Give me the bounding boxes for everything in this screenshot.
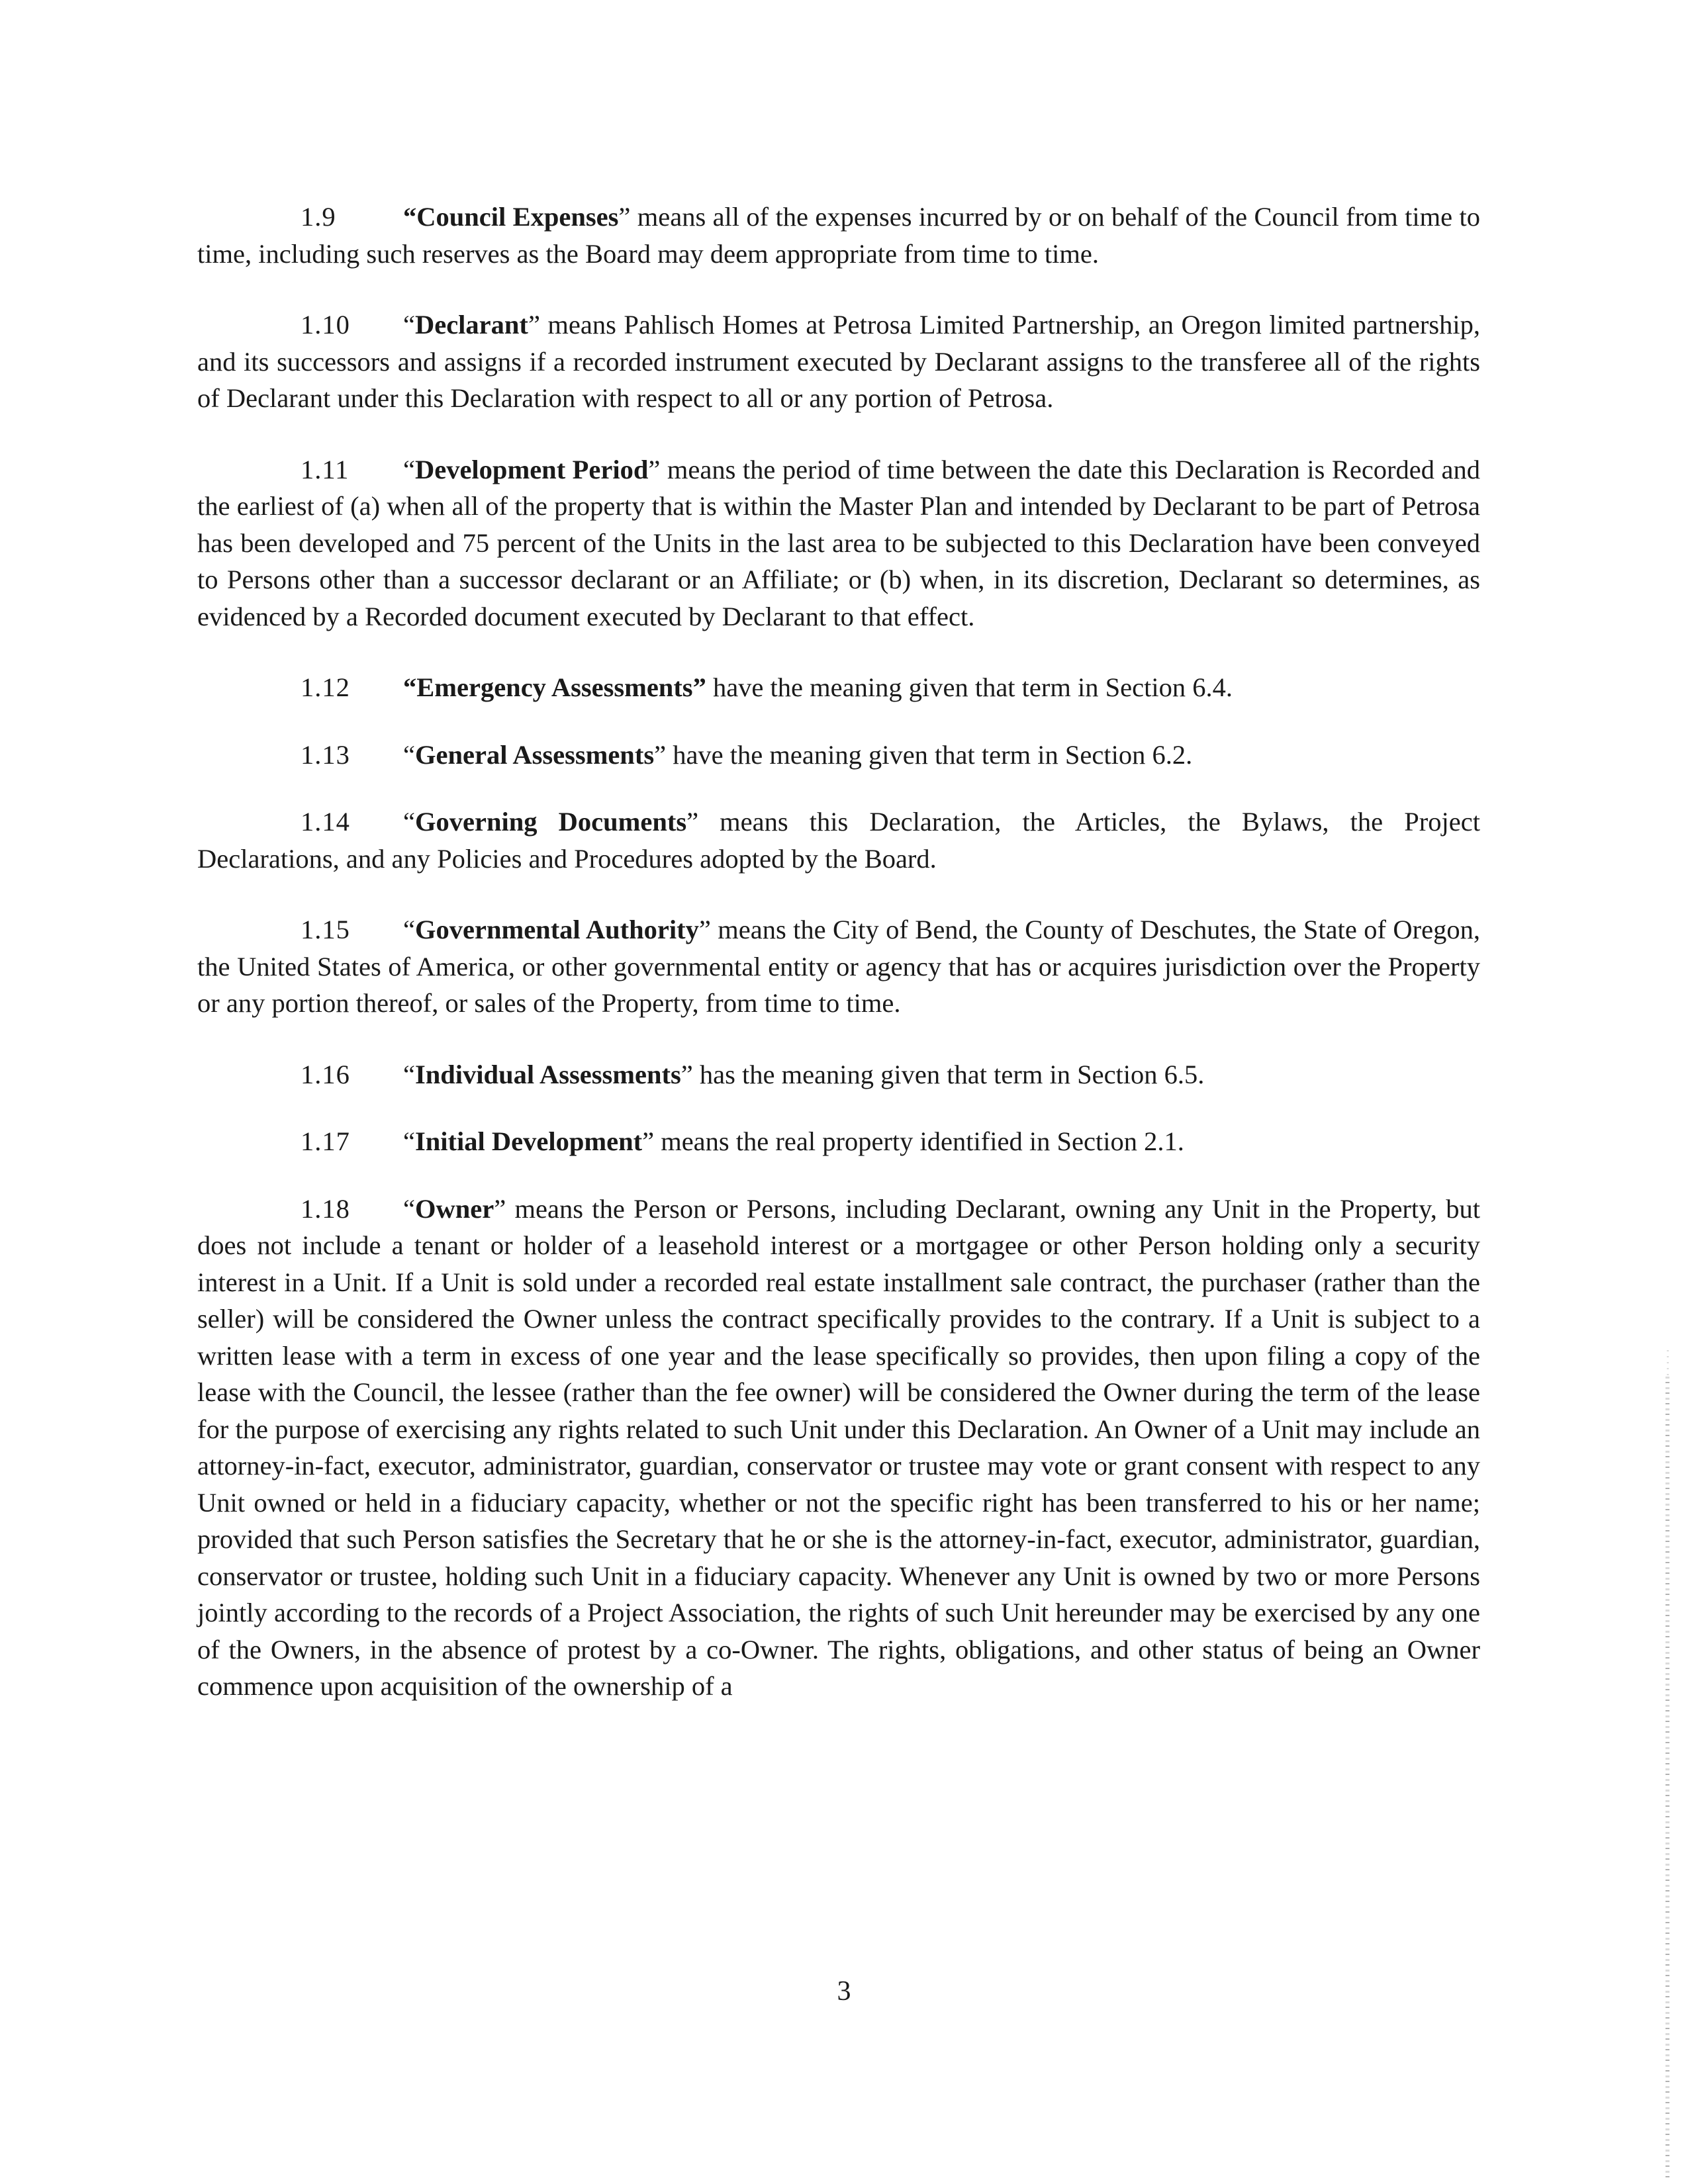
definition-text: have the meaning given that term in Section 6.4. (706, 672, 1233, 702)
term-prefix: “ (403, 454, 415, 484)
definition-text: ” means Pahlisch Homes at Petrosa Limited Partnership, an Oregon limited partnership, and its successors and assigns if a recorded instrument executed by Declarant assigns to the transferee all of the rights of Declarant under this Declaration with respect to all or any portion of Petrosa. (197, 310, 1480, 413)
definition-text: ” means this Declaration, the Articles, the Bylaws, the Project Declarations, and any Policies and Procedures adopted by the Board. (197, 807, 1480, 874)
defined-term: General Assessments (414, 739, 655, 770)
scan-artifact (1665, 1377, 1669, 2177)
definition-text: ” means the Person or Persons, including Declarant, owning any Unit in the Property, but does not include a tenant or holder of a leasehold interest or a mortgagee or other Person holding only a security interest in a Unit. If a Unit is sold under a recorded real estate installment sale contract, the purchaser (rather than the seller) will be considered the Owner unless the contract specifically provides to the contrary. If a Unit is subject to a written lease with a term in excess of one year and the lease specifically so provides, then upon filing a copy of the lease with the Council, the lessee (rather than the fee owner) will be considered the Owner during the term of the lease for the purpose of exercising any rights related to such Unit under this Declaration. An Owner of a Unit may include an attorney-in-fact, executor, administrator, guardian, conservator or trustee may vote or grant consent with respect to any Unit owned or held in a fiduciary capacity, whether or not the specific right has been transferred to his or her name; provided that such Person satisfies the Secretary that he or she is the attorney-in-fact, executor, administrator, guardian, conservator or trustee, holding such Unit in a fiduciary capacity. Whenever any Unit is owned by two or more Persons jointly according to the records of a Project Association, the rights of such Unit hereunder may be exercised by any one of the Owners, in the absence of protest by a co-Owner. The rights, obligations, and other status of being an Owner commence upon acquisition of the ownership of a (197, 1193, 1480, 1701)
section-1-14 (197, 803, 1480, 877)
defined-term: Declarant (414, 310, 528, 340)
section-number: 1.12 (301, 672, 350, 702)
scan-artifact (1667, 1350, 1669, 1377)
document-body (197, 199, 1480, 1739)
page-number: 3 (837, 1976, 851, 2007)
section-1-9 (197, 199, 1480, 272)
definition-text: ” means all of the expenses incurred by or on behalf of the Council from time to time, including such reserves as the Board may deem appropriate from time to time. (197, 202, 1481, 269)
section-1-15 (197, 911, 1480, 1022)
defined-term: Governing Documents (414, 807, 687, 837)
term-prefix: “ (403, 1059, 415, 1089)
term-prefix: “ (403, 739, 415, 770)
defined-term: Individual Assessments (414, 1059, 681, 1089)
section-1-11 (197, 451, 1480, 635)
section-number: 1.16 (301, 1059, 350, 1089)
section-number: 1.15 (301, 915, 350, 944)
section-number: 1.17 (301, 1126, 350, 1156)
section-1-13 (197, 737, 1480, 774)
definition-text: ” have the meaning given that term in Section 6.2. (654, 739, 1193, 770)
defined-term: “Council Expenses (403, 202, 619, 232)
section-1-17 (197, 1123, 1480, 1160)
section-number: 1.14 (301, 807, 350, 837)
section-1-10 (197, 306, 1480, 417)
section-number: 1.10 (301, 310, 350, 340)
defined-term: Governmental Authority (414, 915, 699, 944)
definition-text: ” means the City of Bend, the County of Deschutes, the State of Oregon, the United States of America, or other governmental entity or agency that has or acquires jurisdiction over the Property or any portion thereof, or sales of the Property, from time to time. (197, 915, 1480, 1018)
section-1-18 (197, 1191, 1480, 1705)
defined-term: “Emergency Assessments” (403, 672, 706, 702)
term-prefix: “ (403, 807, 415, 837)
term-prefix: “ (403, 310, 415, 340)
section-number: 1.9 (301, 202, 336, 232)
section-number: 1.11 (301, 454, 350, 484)
definition-text: ” has the meaning given that term in Section 6.5. (680, 1059, 1205, 1089)
term-prefix: “ (403, 915, 415, 944)
term-prefix: “ (403, 1126, 415, 1156)
section-1-12 (197, 669, 1480, 706)
defined-term: Initial Development (414, 1126, 643, 1156)
definition-text: ” means the period of time between the date this Declaration is Recorded and the earliest of (a) when all of the property that is within the Master Plan and intended by Declarant to be part of Petrosa has been developed and 75 percent of the Units in the last area to be subjected to this Declaration have been conveyed to Persons other than a successor declarant or an Affiliate; or (b) when, in its discretion, Declarant so determines, as evidenced by a Recorded document executed by Declarant to that effect. (197, 454, 1480, 631)
defined-term: Owner (414, 1193, 494, 1224)
defined-term: Development Period (414, 454, 649, 484)
definition-text: ” means the real property identified in Section 2.1. (642, 1126, 1184, 1156)
section-number: 1.13 (301, 739, 350, 770)
section-number: 1.18 (301, 1193, 350, 1224)
section-1-16 (197, 1056, 1480, 1093)
term-prefix: “ (403, 1193, 415, 1224)
